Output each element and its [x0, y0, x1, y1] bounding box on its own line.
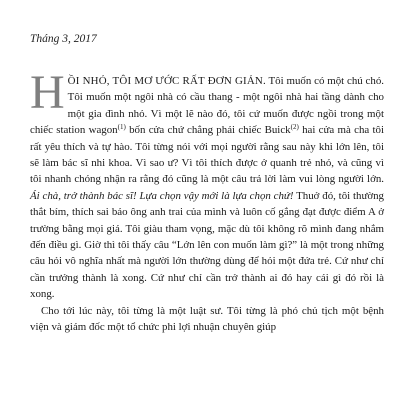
drop-cap: H	[30, 66, 65, 119]
body-text	[30, 66, 385, 336]
paragraph-2: Cho tới lúc này, tôi từng là một luật sư. Tôi từng là phó chủ tịch một bệnh viện và giám đốc một tổ chức phi lợi nhuận chuyên giúp	[30, 304, 384, 334]
opening-caps: ỒI NHỎ, TÔI MƠ ƯỚC RẤT ĐƠN GIẢN.	[67, 75, 266, 87]
paragraph-1-text-c: hai cửa mà cha tôi rất yêu thích và tự hào. Tôi từng nói với mọi người rằng sau này khi lớn lên, tôi sẽ làm bác sĩ nhi khoa. Vì sao ư? Vì tôi thích được ở quanh trẻ nhỏ, và cũng vì tôi nhanh chóng nhận ra rằng đó cũng là một câu trả lời làm vui lòng người lớn.	[30, 124, 385, 186]
footnote-ref-2: (2)	[290, 123, 299, 132]
paragraph-1-text-d: Thuở đó, tôi thường thắt bím, thích sai bảo ông anh trai của mình và luôn cố gắng đạt được điểm A ở trường bằng mọi giá. Tôi giàu tham vọng, mặc dù tôi không rõ mình đang nhắm đến điều gì. Giờ thì tôi thấy câu “Lớn lên con muốn làm gì?” là một trong những câu hỏi vô nghĩa nhất mà người lớn thường dùng để hỏi một đứa trẻ. Cứ như chỉ cần trưởng thành là xong. Cứ như chỉ cần trở thành ai đó hay cái gì đó rồi là xong.	[30, 189, 385, 301]
paragraph-1-text-b: bốn cửa chứ chẳng phải chiếc Buick	[125, 124, 291, 137]
italic-quote: Ái chà, trở thành bác sĩ! Lựa chọn vậy mới là lựa chọn chứ!	[30, 189, 294, 202]
chapter-date: Tháng 3, 2017	[30, 33, 97, 45]
paragraph-1-text-a: Tôi muốn có một chú chó. Tôi muốn một ngôi nhà có cầu thang - một ngôi nhà hai tầng dành cho một gia đình nhỏ. Vì một lẽ nào đó, tôi cứ muốn được ngồi trong một chiếc station wagon	[30, 75, 384, 137]
footnote-ref-1: (1)	[117, 123, 126, 132]
paragraph-1	[30, 66, 385, 303]
